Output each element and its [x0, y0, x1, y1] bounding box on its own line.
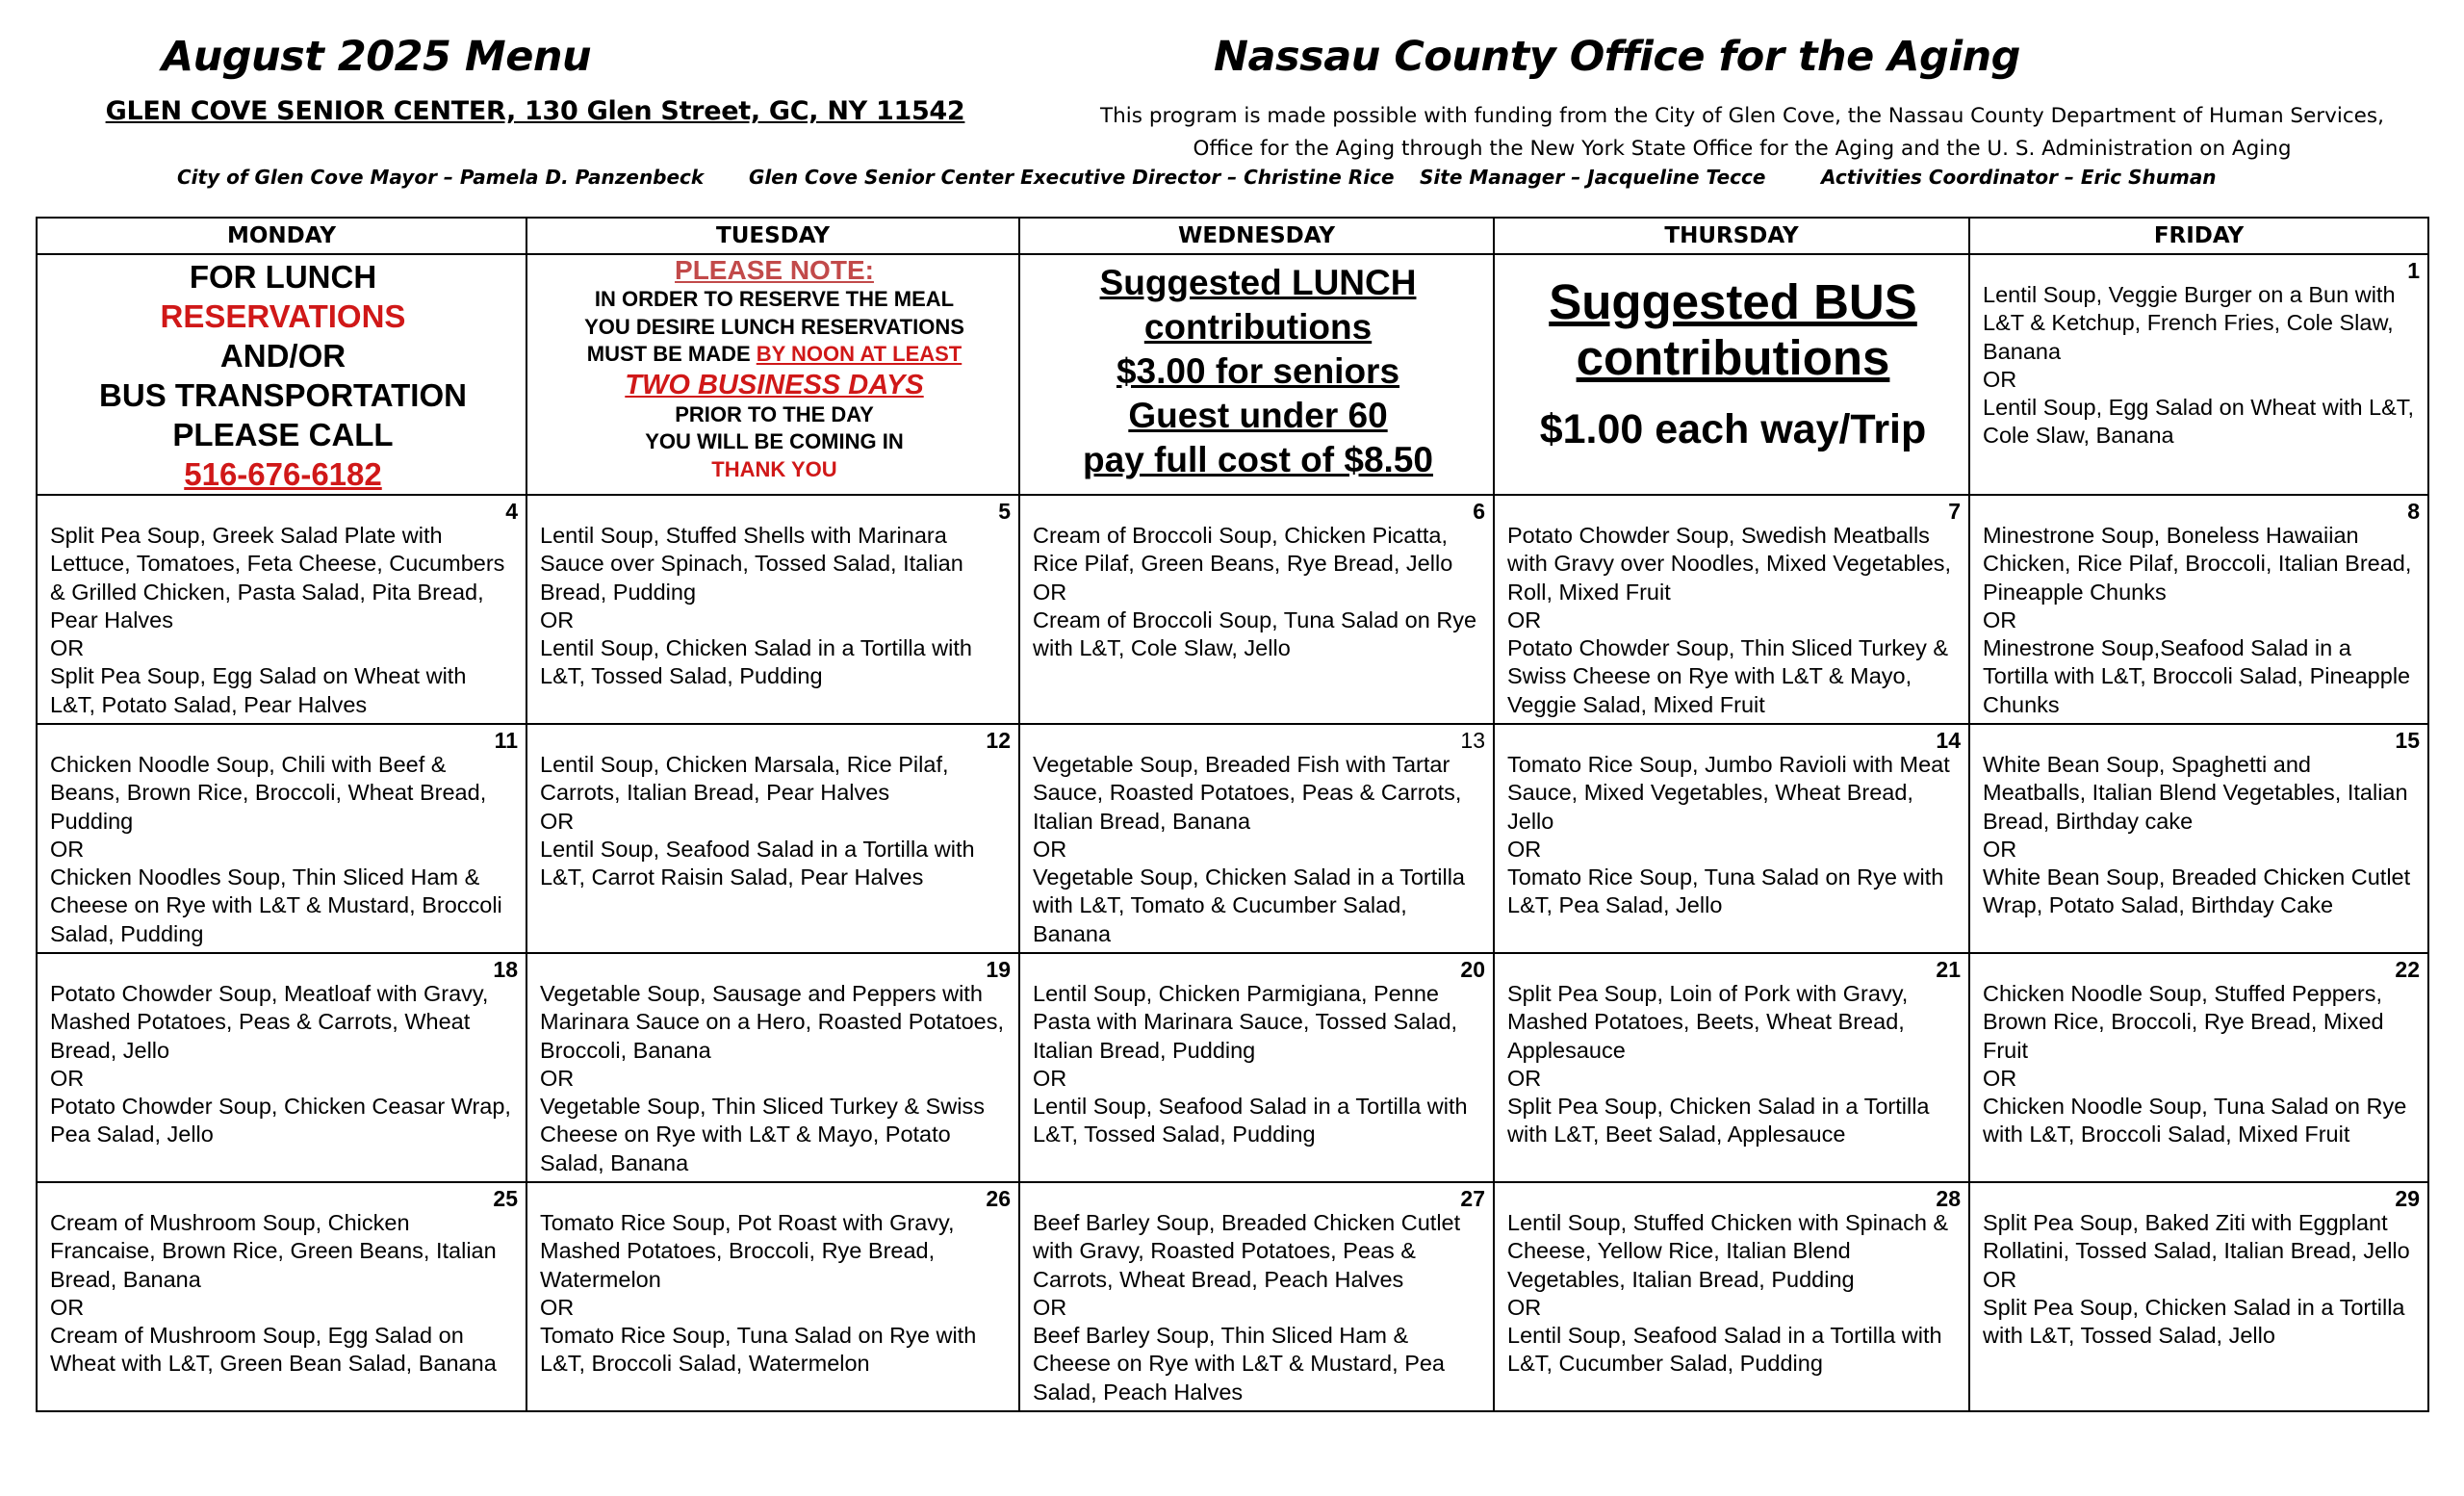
meal-option-b: Lentil Soup, Seafood Salad in a Tortilla with L&T, Cucumber Salad, Pudding — [1507, 1323, 1942, 1377]
day-number: 26 — [986, 1186, 1011, 1211]
meal-option-a: Cream of Broccoli Soup, Chicken Picatta, Rice Pilaf, Green Beans, Rye Bread, Jello — [1033, 523, 1453, 577]
meal-or: OR — [1983, 606, 2017, 632]
meal-or: OR — [1983, 1065, 2017, 1091]
meal-or: OR — [540, 1065, 575, 1091]
info-text: $3.00 for seniors — [1116, 351, 1400, 391]
info-text — [540, 341, 1009, 369]
weekday-header-row — [37, 218, 2428, 254]
day-number: 7 — [1948, 499, 1961, 524]
day-cell — [1494, 953, 1969, 1182]
info-text: BUS TRANSPORTATION — [99, 377, 467, 413]
meal-or: OR — [540, 808, 575, 834]
info-text: AND/OR — [219, 338, 346, 374]
day-number: 11 — [494, 728, 518, 753]
week-row — [37, 254, 2428, 495]
meal-option-a: Lentil Soup, Chicken Parmigiana, Penne Pasta with Marinara Sauce, Tossed Salad, Italian Bread, Pudding — [1033, 981, 1458, 1063]
deadline-text: BY NOON AT LEAST — [756, 342, 962, 366]
meal-or: OR — [1033, 836, 1067, 862]
meal-or: OR — [1983, 836, 2017, 862]
meal-option-a: White Bean Soup, Spaghetti and Meatballs, Italian Blend Vegetables, Italian Bread, Birthday cake — [1983, 752, 2408, 834]
phone-number: 516-676-6182 — [184, 456, 382, 492]
week-row — [37, 495, 2428, 724]
info-cell-lunch-contributions — [1019, 254, 1494, 495]
week-row — [37, 1182, 2428, 1411]
meal-option-a: Vegetable Soup, Breaded Fish with Tartar Sauce, Roasted Potatoes, Peas & Carrots, Italian Bread, Banana — [1033, 752, 1462, 834]
day-number: 14 — [1936, 728, 1961, 753]
info-text: Suggested BUS — [1549, 274, 1917, 329]
weekday-wednesday: WEDNESDAY — [1019, 218, 1494, 254]
weekday-thursday: THURSDAY — [1494, 218, 1969, 254]
meal-option-a: Lentil Soup, Stuffed Shells with Marinara Sauce over Spinach, Tossed Salad, Italian Bread, Pudding — [540, 523, 963, 605]
meal-option-a: Minestrone Soup, Boneless Hawaiian Chicken, Rice Pilaf, Broccoli, Italian Bread, Pineapple Chunks — [1983, 523, 2412, 605]
day-cell — [1969, 254, 2428, 495]
meal-option-b: Split Pea Soup, Chicken Salad in a Tortilla with L&T, Tossed Salad, Jello — [1983, 1294, 2405, 1349]
day-cell — [1019, 724, 1494, 953]
day-number: 13 — [1460, 728, 1485, 753]
day-cell — [1969, 724, 2428, 953]
meal-or: OR — [50, 1294, 85, 1320]
meal-or: OR — [50, 836, 85, 862]
day-cell — [1494, 724, 1969, 953]
meal-option-b: Beef Barley Soup, Thin Sliced Ham & Cheese on Rye with L&T & Mustard, Pea Salad, Peach Halves — [1033, 1323, 1446, 1405]
weekday-friday: FRIDAY — [1969, 218, 2428, 254]
menu-calendar — [36, 217, 2429, 1412]
day-number: 27 — [1460, 1186, 1485, 1211]
meal-option-b: Tomato Rice Soup, Tuna Salad on Rye with L&T, Broccoli Salad, Watermelon — [540, 1323, 977, 1377]
meal-option-b: Lentil Soup, Egg Salad on Wheat with L&T, Cole Slaw, Banana — [1983, 395, 2415, 449]
meal-option-a: Cream of Mushroom Soup, Chicken Francaise, Brown Rice, Green Beans, Italian Bread, Banana — [50, 1210, 497, 1292]
meal-option-a: Lentil Soup, Stuffed Chicken with Spinach & Cheese, Yellow Rice, Italian Blend Vegetables, Italian Bread, Pudding — [1507, 1210, 1949, 1292]
day-number: 18 — [493, 957, 518, 982]
day-number: 29 — [2395, 1186, 2420, 1211]
center-address: GLEN COVE SENIOR CENTER, 130 Glen Street, GC, NY 11542 — [105, 96, 965, 126]
meal-option-a: Potato Chowder Soup, Meatloaf with Gravy, Mashed Potatoes, Peas & Carrots, Wheat Bread, Jello — [50, 981, 489, 1063]
meal-option-a: Split Pea Soup, Greek Salad Plate with Lettuce, Tomatoes, Feta Cheese, Cucumbers & Grilled Chicken, Pasta Salad, Pita Bread, Pear Halves — [50, 523, 505, 632]
day-number: 15 — [2395, 728, 2420, 753]
funding-line: Office for the Aging through the New York State Office for the Aging and the U. S. Administration on Aging — [1193, 137, 2292, 161]
info-text: PLEASE CALL — [172, 417, 394, 452]
meal-option-b: Potato Chowder Soup, Chicken Ceasar Wrap, Pea Salad, Jello — [50, 1094, 511, 1148]
day-number: 6 — [1473, 499, 1485, 524]
day-number: 4 — [505, 499, 518, 524]
info-text: FOR LUNCH — [189, 259, 377, 295]
notice-heading: PLEASE NOTE: — [675, 255, 874, 285]
agency-title: Nassau County Office for the Aging — [1214, 33, 2020, 81]
staff-manager: Site Manager – Jacqueline Tecce — [1420, 166, 1766, 189]
meal-option-b: Lentil Soup, Seafood Salad in a Tortilla with L&T, Tossed Salad, Pudding — [1033, 1094, 1468, 1148]
meal-or: OR — [540, 1294, 575, 1320]
staff-director: Glen Cove Senior Center Executive Director – Christine Rice — [749, 166, 1395, 189]
meal-option-b: Potato Chowder Soup, Thin Sliced Turkey & Swiss Cheese on Rye with L&T & Mayo, Veggie Salad, Mixed Fruit — [1507, 635, 1949, 717]
funding-statement — [1035, 100, 2450, 166]
day-cell — [1969, 953, 2428, 1182]
day-cell — [526, 1182, 1019, 1411]
info-text: contributions — [1576, 330, 1890, 385]
meal-option-b: Cream of Broccoli Soup, Tuna Salad on Rye with L&T, Cole Slaw, Jello — [1033, 606, 1477, 661]
meal-or: OR — [1033, 1294, 1067, 1320]
meal-or: OR — [1983, 366, 2017, 392]
day-cell — [37, 953, 526, 1182]
info-text: IN ORDER TO RESERVE THE MEAL — [594, 287, 955, 311]
day-cell — [1494, 1182, 1969, 1411]
day-number: 8 — [2407, 499, 2420, 524]
meal-or: OR — [1507, 836, 1542, 862]
day-cell — [1019, 495, 1494, 724]
info-cell-bus-contributions — [1494, 254, 1969, 495]
info-text: MUST BE MADE — [586, 342, 757, 366]
info-text: contributions — [1143, 307, 1373, 347]
meal-or: OR — [50, 1065, 85, 1091]
info-text: YOU DESIRE LUNCH RESERVATIONS — [584, 314, 964, 339]
meal-option-b: Chicken Noodles Soup, Thin Sliced Ham & Cheese on Rye with L&T & Mustard, Broccoli Salad, Pudding — [50, 864, 502, 946]
day-cell — [1019, 1182, 1494, 1411]
week-row — [37, 953, 2428, 1182]
day-number: 1 — [2407, 258, 2420, 283]
info-text: PRIOR TO THE DAY — [675, 401, 874, 426]
funding-line: This program is made possible with funding from the City of Glen Cove, the Nassau County Department of Human Services, — [1100, 104, 2384, 128]
meal-option-a: Split Pea Soup, Loin of Pork with Gravy, Mashed Potatoes, Beets, Wheat Bread, Applesauce — [1507, 981, 1909, 1063]
info-text: pay full cost of $8.50 — [1083, 440, 1433, 479]
info-text: Guest under 60 — [1128, 396, 1388, 435]
day-cell — [1019, 953, 1494, 1182]
meal-option-b: Vegetable Soup, Thin Sliced Turkey & Swiss Cheese on Rye with L&T & Mayo, Potato Salad, Banana — [540, 1094, 985, 1175]
day-cell — [37, 495, 526, 724]
info-text: RESERVATIONS — [160, 298, 406, 334]
meal-option-a: Lentil Soup, Veggie Burger on a Bun with L&T & Ketchup, French Fries, Cole Slaw, Banana — [1983, 282, 2396, 364]
day-cell — [526, 495, 1019, 724]
meal-option-b: Minestrone Soup,Seafood Salad in a Tortilla with L&T, Broccoli Salad, Pineapple Chunks — [1983, 635, 2411, 717]
day-number: 25 — [493, 1186, 518, 1211]
meal-option-b: Cream of Mushroom Soup, Egg Salad on Wheat with L&T, Green Bean Salad, Banana — [50, 1323, 497, 1377]
info-cell-reservations — [37, 254, 526, 495]
day-cell — [1969, 495, 2428, 724]
meal-option-a: Chicken Noodle Soup, Chili with Beef & Beans, Brown Rice, Broccoli, Wheat Bread, Pudding — [50, 752, 487, 834]
info-text: YOU WILL BE COMING IN — [645, 429, 904, 453]
meal-or: OR — [50, 635, 85, 661]
day-cell — [37, 724, 526, 953]
meal-or: OR — [1507, 1294, 1542, 1320]
deadline-days: TWO BUSINESS DAYS — [625, 369, 924, 400]
day-number: 19 — [986, 957, 1011, 982]
meal-or: OR — [1983, 1266, 2017, 1292]
day-number: 28 — [1936, 1186, 1961, 1211]
meal-option-b: Split Pea Soup, Chicken Salad in a Tortilla with L&T, Beet Salad, Applesauce — [1507, 1094, 1930, 1148]
meal-option-a: Lentil Soup, Chicken Marsala, Rice Pilaf, Carrots, Italian Bread, Pear Halves — [540, 752, 949, 806]
meal-option-a: Vegetable Soup, Sausage and Peppers with Marinara Sauce on a Hero, Roasted Potatoes, Broccoli, Banana — [540, 981, 1005, 1063]
meal-option-a: Potato Chowder Soup, Swedish Meatballs with Gravy over Noodles, Mixed Vegetables, Roll, Mixed Fruit — [1507, 523, 1952, 605]
meal-option-b: Lentil Soup, Seafood Salad in a Tortilla with L&T, Carrot Raisin Salad, Pear Halves — [540, 836, 975, 890]
meal-option-a: Beef Barley Soup, Breaded Chicken Cutlet with Gravy, Roasted Potatoes, Peas & Carrots, Wheat Bread, Peach Halves — [1033, 1210, 1461, 1292]
weekday-monday: MONDAY — [37, 218, 526, 254]
bus-fee: $1.00 each way/Trip — [1539, 406, 1927, 452]
meal-or: OR — [540, 606, 575, 632]
day-cell — [526, 724, 1019, 953]
meal-option-a: Split Pea Soup, Baked Ziti with Eggplant Rollatini, Tossed Salad, Italian Bread, Jello — [1983, 1210, 2410, 1264]
meal-option-b: Chicken Noodle Soup, Tuna Salad on Rye with L&T, Broccoli Salad, Mixed Fruit — [1983, 1094, 2407, 1148]
info-cell-notice — [526, 254, 1019, 495]
day-cell — [526, 953, 1019, 1182]
day-number: 12 — [986, 728, 1011, 753]
meal-or: OR — [1033, 1065, 1067, 1091]
meal-option-b: Split Pea Soup, Egg Salad on Wheat with L&T, Potato Salad, Pear Halves — [50, 663, 467, 717]
staff-mayor: City of Glen Cove Mayor – Pamela D. Panzenbeck — [177, 166, 705, 189]
meal-option-b: White Bean Soup, Breaded Chicken Cutlet Wrap, Potato Salad, Birthday Cake — [1983, 864, 2411, 918]
meal-option-b: Vegetable Soup, Chicken Salad in a Tortilla with L&T, Tomato & Cucumber Salad, Banana — [1033, 864, 1465, 946]
week-row — [37, 724, 2428, 953]
meal-option-a: Tomato Rice Soup, Pot Roast with Gravy, Mashed Potatoes, Broccoli, Rye Bread, Watermelon — [540, 1210, 955, 1292]
meal-or: OR — [1507, 606, 1542, 632]
meal-option-a: Chicken Noodle Soup, Stuffed Peppers, Brown Rice, Broccoli, Rye Bread, Mixed Fruit — [1983, 981, 2384, 1063]
day-number: 20 — [1460, 957, 1485, 982]
meal-option-b: Lentil Soup, Chicken Salad in a Tortilla with L&T, Tossed Salad, Pudding — [540, 635, 972, 689]
day-number: 5 — [998, 499, 1011, 524]
day-cell — [1969, 1182, 2428, 1411]
weekday-tuesday: TUESDAY — [526, 218, 1019, 254]
staff-activities: Activities Coordinator – Eric Shuman — [1821, 166, 2217, 189]
meal-option-a: Tomato Rice Soup, Jumbo Ravioli with Meat Sauce, Mixed Vegetables, Wheat Bread, Jello — [1507, 752, 1950, 834]
menu-title: August 2025 Menu — [161, 33, 592, 81]
day-cell — [37, 1182, 526, 1411]
meal-option-b: Tomato Rice Soup, Tuna Salad on Rye with L&T, Pea Salad, Jello — [1507, 864, 1944, 918]
day-cell — [1494, 495, 1969, 724]
thank-you-text: THANK YOU — [711, 456, 837, 481]
day-number: 21 — [1936, 957, 1961, 982]
day-number: 22 — [2395, 957, 2420, 982]
info-text: Suggested LUNCH — [1099, 263, 1417, 302]
meal-or: OR — [1507, 1065, 1542, 1091]
meal-or: OR — [1033, 579, 1067, 605]
